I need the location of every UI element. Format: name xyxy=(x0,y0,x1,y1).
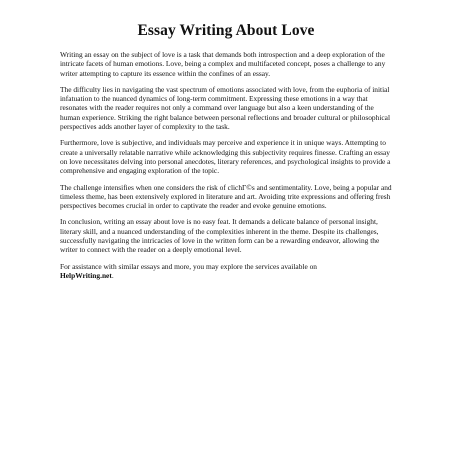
paragraph-2: The difficulty lies in navigating the vast spectrum of emotions associated with love, from the euphoria of initial infatuation to the nuanced dynamics of long-term commitment. Expressing these emotions in a way that resonates with the reader requires not only a command over language but also a keen understanding of the human experience. Striking the right balance between personal reflections and broader cultural or philosophical perspectives adds another layer of complexity to the task. xyxy=(60,84,390,132)
helpwriting-link[interactable]: HelpWriting.net xyxy=(60,270,112,280)
closing-paragraph xyxy=(60,262,392,281)
closing-period: . xyxy=(111,270,114,280)
paragraph-1: Writing an essay on the subject of love is a task that demands both introspection and a deep exploration of the intricate facets of human emotions. Love, being a complex and multifaceted concept, poses a challenge to any writer attempting to capture its essence within the confines of an essay. xyxy=(60,50,386,78)
closing-text: For assistance with similar essays and more, you may explore the services available on xyxy=(60,261,317,271)
paragraph-4: The challenge intensifies when one considers the risk of clichΓ©s and sentimentality. Love, being a popular and timeless theme, has been extensively explored in literature and art. Avoiding trite expressions and offering fresh perspectives becomes crucial in order to captivate the reader and evoke genuine emotions. xyxy=(60,182,392,211)
document-title: Essay Writing About Love xyxy=(137,22,315,39)
paragraph-3: Furthermore, love is subjective, and individuals may perceive and experience it in unique ways. Attempting to create a universally relatable narrative while acknowledging this subjectivity requires finesse. Crafting an essay on love necessitates delving into personal anecdotes, literary references, and psychological insights to provide a comprehensive and engaging exploration of the topic. xyxy=(60,138,391,176)
paragraph-5: In conclusion, writing an essay about love is no easy feat. It demands a delicate balance of personal insight, literary skill, and a nuanced understanding of the complexities inherent in the theme. Despite its challenges, successfully navigating the intricacies of love in the written form can be a rewarding endeavor, allowing the writer to connect with the reader on a deeply emotional level. xyxy=(60,217,380,255)
